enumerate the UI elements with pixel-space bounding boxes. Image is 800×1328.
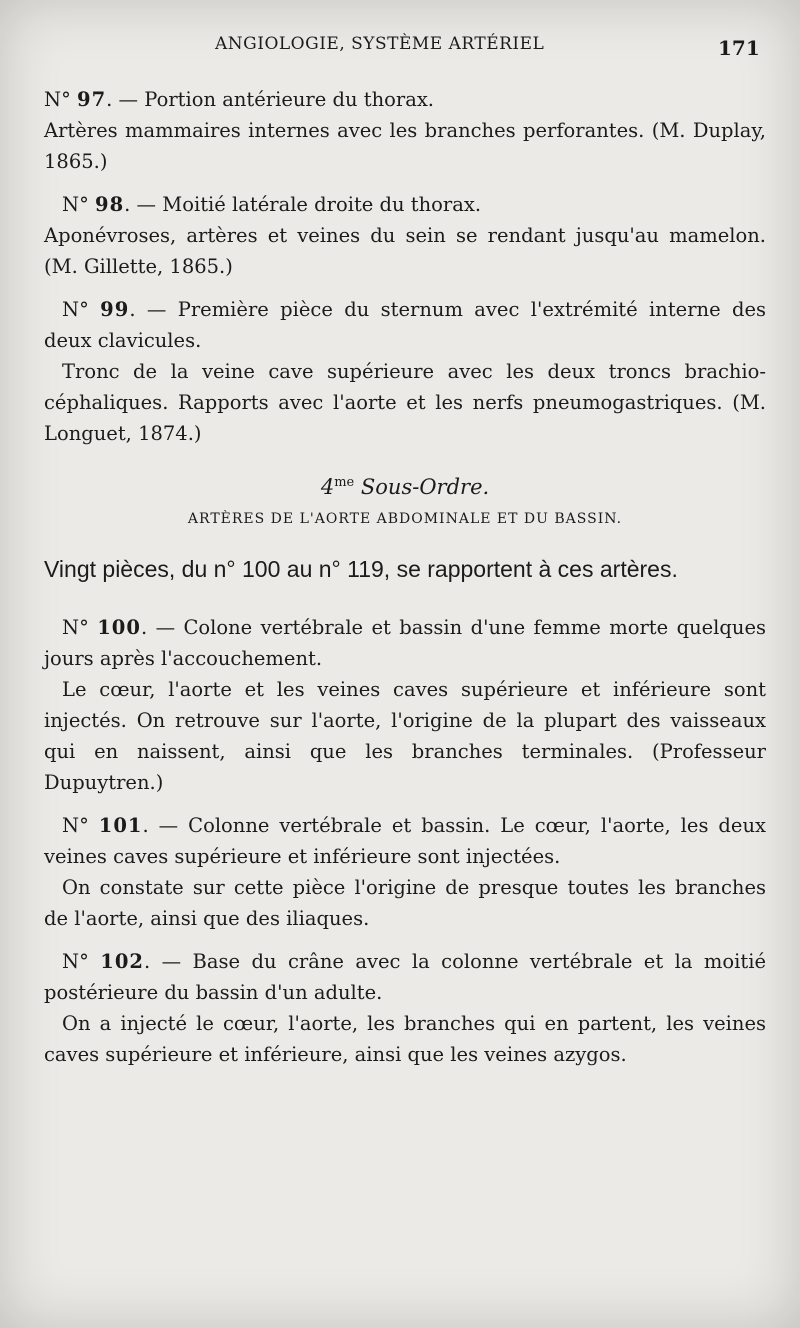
page-number: 171 [718, 36, 760, 60]
entries-after [44, 612, 766, 1070]
entry-description: On constate sur cette pièce l'origine de presque toutes les branches de l'aorte, ainsi que des iliaques. [44, 876, 766, 930]
entry-number-prefix: N° [62, 616, 89, 639]
entry-title: . — Base du crâne avec la colonne vertébrale et la moitié postérieure du bassin d'un adulte. [44, 950, 766, 1004]
entry-number-prefix: N° [62, 193, 89, 216]
intro-paragraph: Vingt pièces, du n° 100 au n° 119, se rapportent à ces artères. [44, 556, 678, 582]
entry-title: . — Portion antérieure du thorax. [106, 88, 435, 111]
entry-title: . — Moitié latérale droite du thorax. [124, 193, 482, 216]
catalog-entry [44, 612, 766, 798]
entry-number: 98 [95, 193, 125, 216]
entry-title: . — Colone vertébrale et bassin d'une femme morte quelques jours après l'accouchement. [44, 616, 766, 670]
page-body [44, 84, 766, 1082]
entry-heading [44, 612, 766, 674]
catalog-entry [44, 946, 766, 1070]
entry-heading [44, 810, 766, 872]
entry-number: 99 [100, 298, 130, 321]
section-title: ARTÈRES DE L'AORTE ABDOMINALE ET DU BASSIN. [187, 511, 623, 527]
entry-description: Aponévroses, artères et veines du sein se rendant jusqu'au mamelon. (M. Gillette, 1865.) [44, 224, 766, 278]
suborder-ordinal: 4 [320, 475, 335, 499]
entry-number-prefix: N° [62, 298, 89, 321]
entry-number-prefix: N° [44, 88, 71, 111]
entry-heading [44, 189, 766, 220]
entry-heading [44, 294, 766, 356]
entry-title: . — Première pièce du sternum avec l'extrémité interne des deux clavicules. [44, 298, 766, 352]
entry-number: 97 [77, 88, 107, 111]
entry-title: . — Colonne vertébrale et bassin. Le cœur, l'aorte, les deux veines caves supérieure et inférieure sont injectées. [44, 814, 767, 868]
entry-number-prefix: N° [62, 950, 89, 973]
entry-number: 101 [98, 814, 143, 837]
suborder-label: Sous-Ordre. [360, 475, 490, 499]
catalog-entry [44, 294, 766, 449]
page-header [0, 34, 800, 64]
entry-description: Le cœur, l'aorte et les veines caves supérieure et inférieure sont injectés. On retrouve sur l'aorte, l'origine de la plupart des vaisseaux qui en naissent, ainsi que les branches terminales. (Professeur Dupuytren.) [44, 678, 766, 794]
entry-number-prefix: N° [62, 814, 89, 837]
catalog-entry [44, 810, 766, 934]
catalog-entry [44, 84, 766, 177]
entry-number: 100 [97, 616, 141, 639]
entry-heading [44, 84, 766, 115]
suborder-heading [44, 475, 766, 499]
entry-description: On a injecté le cœur, l'aorte, les branches qui en partent, les veines caves supérieure et inférieure, ainsi que les veines azygos. [44, 1012, 766, 1066]
entry-number: 102 [100, 950, 144, 973]
entry-description: Artères mammaires internes avec les branches perforantes. (M. Duplay, 1865.) [44, 119, 766, 173]
entry-heading [44, 946, 766, 1008]
running-head: ANGIOLOGIE, SYSTÈME ARTÉRIEL [215, 34, 545, 54]
catalog-entry [44, 189, 766, 282]
entry-description: Tronc de la veine cave supérieure avec les deux troncs brachio-céphaliques. Rapports avec l'aorte et les nerfs pneumogastriques. (M. Longuet, 1874.) [44, 360, 766, 445]
suborder-ordinal-suffix: me [334, 475, 355, 490]
entries-before [44, 84, 766, 449]
